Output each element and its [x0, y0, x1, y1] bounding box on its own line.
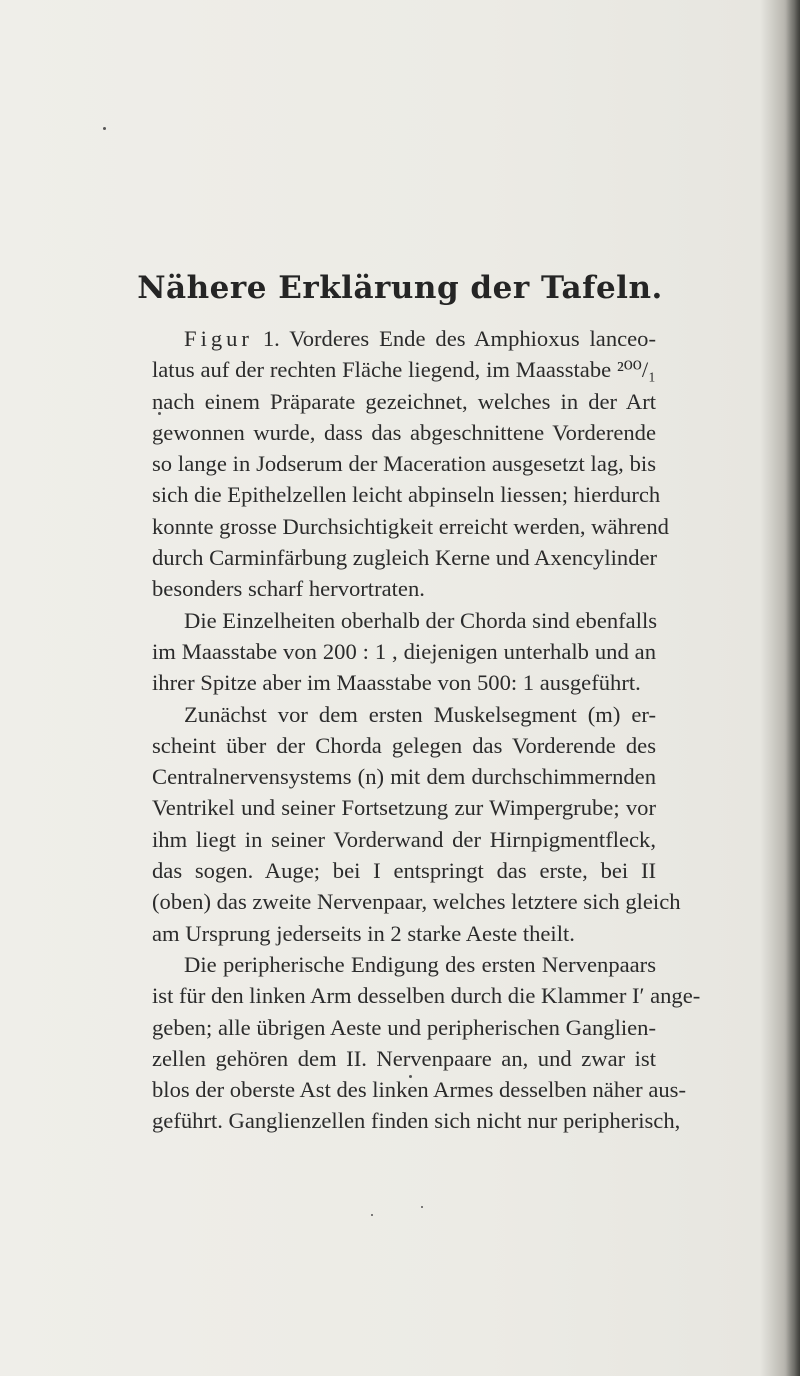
text-line: latus auf der rechten Fläche liegend, im Maasstabe ²⁰⁰/₁: [152, 357, 656, 383]
figure-label: Figur: [184, 326, 253, 351]
text-line: Zunächst vor dem ersten Muskelsegment (m) er-: [184, 701, 656, 727]
text-line: scheint über der Chorda gelegen das Vorderende des: [152, 732, 656, 758]
paper-speck: [371, 1214, 373, 1216]
text-line: sich die Epithelzellen leicht abpinseln liessen; hierdurch: [152, 482, 661, 508]
text-line: ist für den linken Arm desselben durch die Klammer I′ ange-: [152, 983, 701, 1009]
text-line: Centralnervensystems (n) mit dem durchschimmernden: [152, 764, 656, 790]
paper-speck: [421, 1206, 423, 1208]
text-line: blos der oberste Ast des linken Armes desselben näher aus-: [152, 1077, 686, 1103]
text-line: am Ursprung jederseits in 2 starke Aeste theilt.: [152, 920, 575, 946]
body-text: [152, 323, 701, 1137]
paper-speck: [103, 127, 106, 130]
text-line: Figur 1. Vorderes Ende des Amphioxus lanceo-: [184, 326, 656, 351]
text-line: gewonnen wurde, dass das abgeschnittene Vorderende: [152, 419, 656, 445]
text-line: das sogen. Auge; bei I entspringt das erste, bei II: [152, 858, 656, 884]
text-line: (oben) das zweite Nervenpaar, welches letztere sich gleich: [152, 889, 681, 915]
text-line: Ventrikel und seiner Fortsetzung zur Wimpergrube; vor: [152, 795, 656, 821]
text-line: durch Carminfärbung zugleich Kerne und Axencylinder: [152, 545, 658, 571]
text-line: Die peripherische Endigung des ersten Nervenpaars: [184, 951, 656, 977]
text-line: nach einem Präparate gezeichnet, welches in der Art: [152, 388, 656, 414]
text-line: so lange in Jodserum der Maceration ausgesetzt lag, bis: [152, 451, 656, 477]
text-line: geben; alle übrigen Aeste und peripherischen Ganglien-: [152, 1014, 656, 1040]
text-line: konnte grosse Durchsichtigkeit erreicht werden, während: [152, 513, 669, 539]
text-line: im Maasstabe von 200 : 1 , diejenigen unterhalb und an: [152, 638, 656, 664]
text-line: ihrer Spitze aber im Maasstabe von 500: 1 ausgeführt.: [152, 670, 641, 696]
text-line: zellen gehören dem II. Nervenpaare an, und zwar ist: [152, 1045, 656, 1071]
text-line: Die Einzelheiten oberhalb der Chorda sind ebenfalls: [184, 607, 658, 633]
page-heading: Nähere Erklärung der Tafeln.: [137, 270, 663, 306]
text-line: ihm liegt in seiner Vorderwand der Hirnpigmentfleck,: [152, 826, 656, 852]
page-edge-shadow: [786, 0, 800, 1376]
text-line: besonders scharf hervortraten.: [152, 576, 425, 602]
text-line: geführt. Ganglienzellen finden sich nicht nur peripherisch,: [152, 1108, 681, 1134]
